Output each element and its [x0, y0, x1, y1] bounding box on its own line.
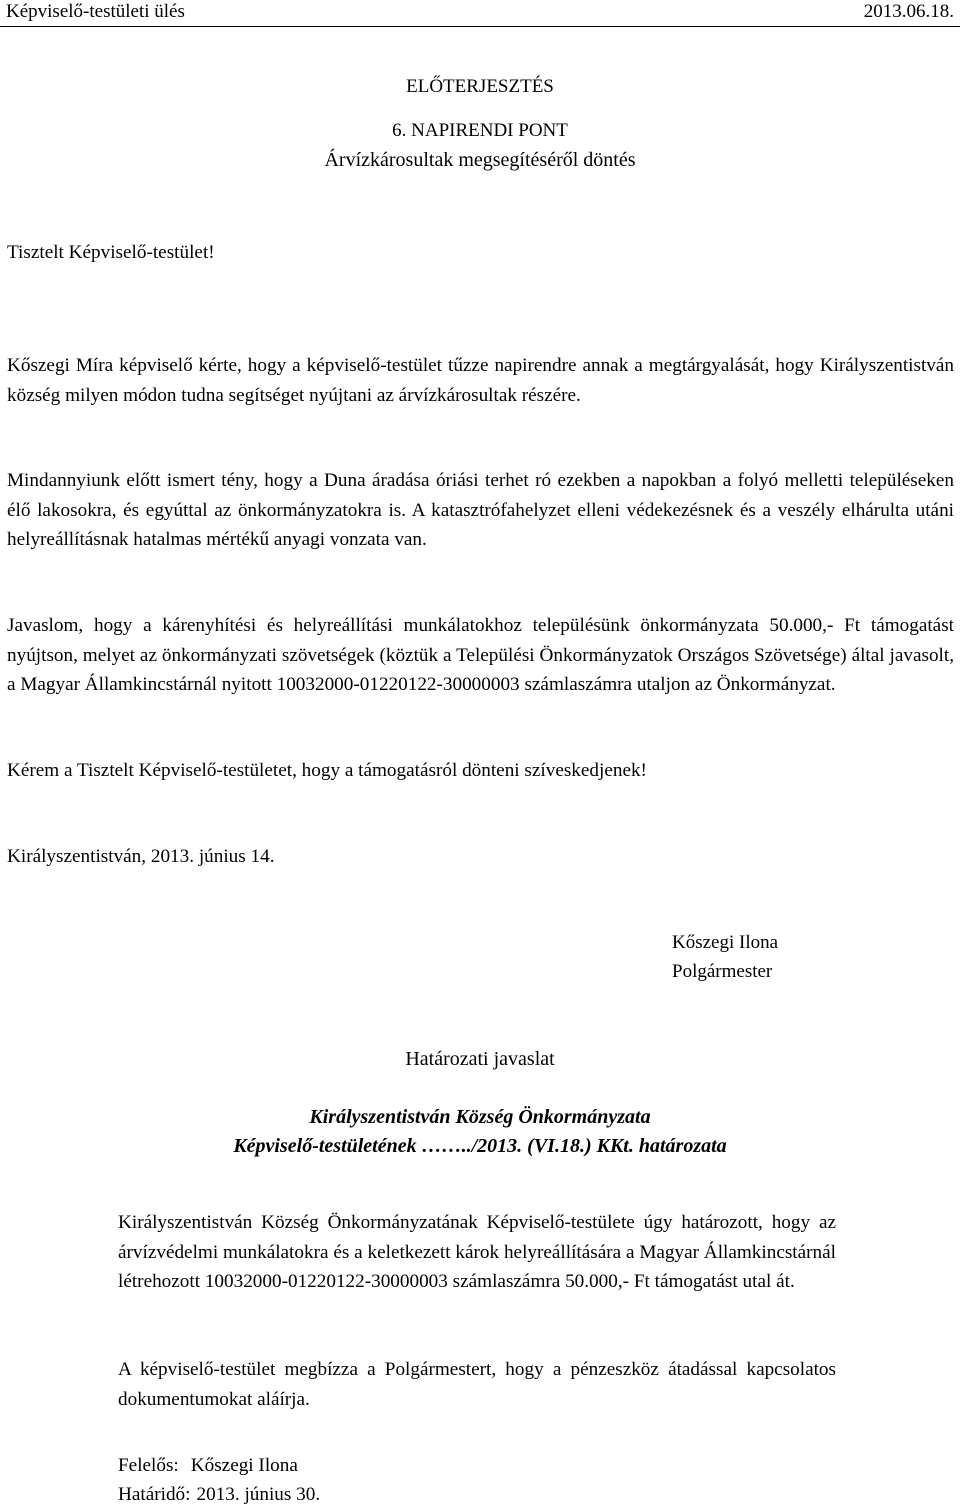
resolution-heading: Határozati javaslat	[405, 1048, 555, 1070]
resolution-body: Királyszentistván Község Önkormányzata	[309, 1106, 651, 1128]
resolution-number: Képviselő-testületének ……../2013. (VI.18.) KKt. határozata	[233, 1135, 727, 1157]
header-meeting: Képviselő-testületi ülés	[6, 1, 185, 22]
responsible-row	[118, 1451, 298, 1480]
place-date: Királyszentistván, 2013. június 14.	[7, 846, 275, 867]
deadline-value: 2013. június 30.	[196, 1484, 321, 1505]
document-subject: Árvízkárosultak megsegítéséről döntés	[324, 149, 636, 171]
responsible-label: Felelős:	[118, 1455, 179, 1476]
resolution-mandate: A képviselő-testület megbízza a Polgármestert, hogy a pénzeszköz átadással kapcsolatos dokumentumokat aláírja.	[118, 1359, 836, 1410]
deadline-label: Határidő:	[118, 1484, 191, 1505]
deadline-row	[118, 1480, 320, 1509]
document-type: ELŐTERJESZTÉS	[406, 76, 554, 97]
signatory-name: Kőszegi Ilona	[672, 932, 779, 953]
paragraph-request: Kőszegi Míra képviselő kérte, hogy a képviselő-testület tűzze napirendre annak a megtárgyalását, hogy Királyszentistván község milyen módon tudna segítséget nyújtani az árvízkárosultak részére.	[7, 355, 954, 406]
paragraph-request-decision: Kérem a Tisztelt Képviselő-testületet, hogy a támogatásról dönteni szíveskedjenek!	[7, 760, 647, 781]
resolution-text: Királyszentistván Község Önkormányzatának Képviselő-testülete úgy határozott, hogy az árvízvédelmi munkálatokra és a keletkezett károk helyreállítására a Magyar Államkincstárnál létrehozott 10032000-01220122-30000003 számlaszámra 50.000,- Ft támogatást utal át.	[118, 1212, 836, 1292]
paragraph-situation: Mindannyiunk előtt ismert tény, hogy a Duna áradása óriási terhet ró ezekben a napokban a folyó melletti településeken élő lakosokra, és egyúttal az önkormányzatokra is. A katasztrófahelyzet elleni védekezésnek és a veszély elhárulta utáni helyreállításnak hatalmas mértékű anyagi vonzata van.	[7, 470, 954, 550]
responsible-value: Kőszegi Ilona	[190, 1455, 298, 1476]
agenda-item: 6. NAPIRENDI PONT	[392, 120, 568, 141]
page-header	[0, 0, 960, 27]
header-date: 2013.06.18.	[863, 1, 954, 22]
paragraph-proposal: Javaslom, hogy a kárenyhítési és helyreállítási munkálatokhoz településünk önkormányzata 50.000,- Ft támogatást nyújtson, melyet az önkormányzati szövetségek (köztük a Települési Önkormányzatok Országos Szövetsége) által javasolt, a Magyar Államkincstárnál nyitott 10032000-01220122-30000003 számlaszámra utaljon az Önkormányzat.	[7, 615, 954, 695]
salutation: Tisztelt Képviselő-testület!	[7, 242, 215, 263]
signatory-role: Polgármester	[672, 961, 773, 982]
